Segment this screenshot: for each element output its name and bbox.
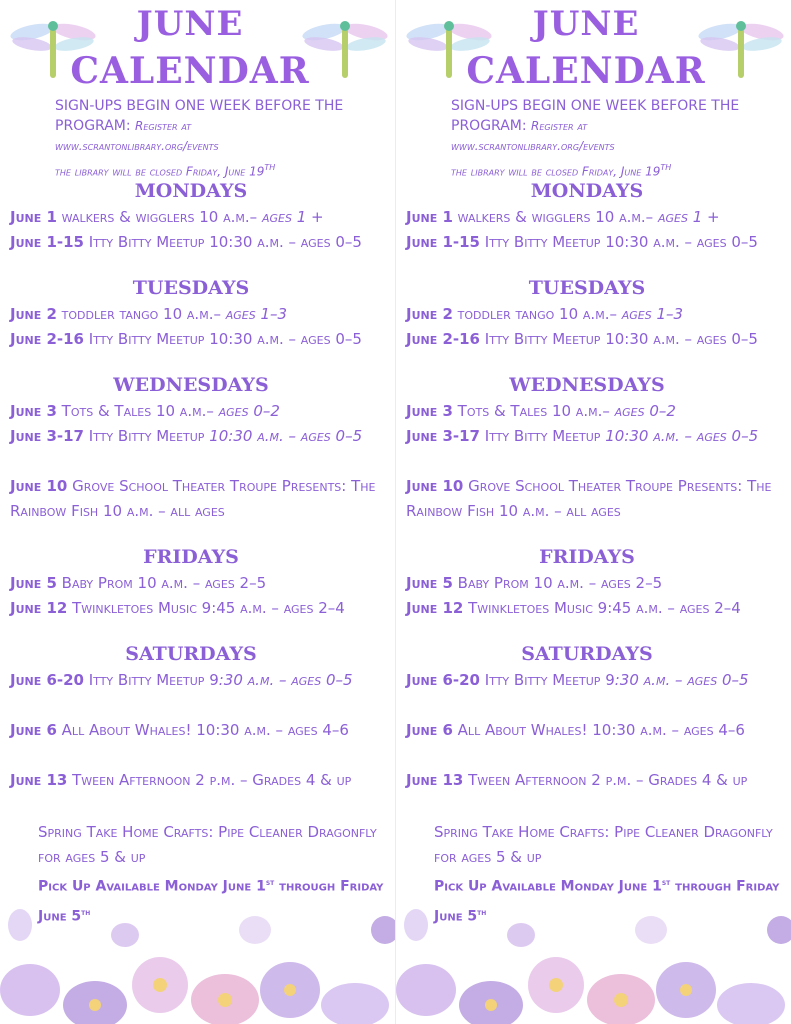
event-date: June 6-20 <box>406 671 480 689</box>
event-date: June 3 <box>10 402 57 420</box>
event-date: June 6-20 <box>10 671 84 689</box>
event-date: June 10 <box>10 477 68 495</box>
event-tail: ages 0–2 <box>218 402 280 420</box>
event-text: Itty Bitty Meetup <box>84 427 210 445</box>
event-text: Itty Bitty Meetup 9 <box>480 671 615 689</box>
heading-saturdays: SATURDAYS <box>521 643 653 665</box>
pickup-start: Pick Up Available Monday June 1 <box>38 878 266 895</box>
event-date: June 1 <box>406 208 453 226</box>
title-june: JUNE <box>532 4 640 44</box>
event-text: All About Whales! 10:30 a.m. – ages 4–6 <box>56 721 349 739</box>
event-date: June 2 <box>10 305 57 323</box>
event-text: walkers & wigglers 10 a.m.– <box>56 208 262 226</box>
event-tail: ages 1–3 <box>621 305 684 323</box>
event-text: walkers & wigglers 10 a.m.– <box>452 208 658 226</box>
craft-notice: Spring Take Home Crafts: Pipe Cleaner Dragonfly for ages 5 & up <box>434 823 773 866</box>
event-item <box>10 668 385 693</box>
event-item <box>10 230 385 255</box>
heading-fridays: FRIDAYS <box>539 546 635 568</box>
events-url[interactable]: www.scrantonlibrary.org/events <box>55 139 219 153</box>
event-text: Itty Bitty Meetup 10:30 a.m. – ages 0–5 <box>480 233 758 251</box>
pickup-end: through Friday June 5 <box>434 878 780 925</box>
signup-notice <box>451 96 771 182</box>
event-date: June 5 <box>406 574 453 592</box>
event-item <box>406 399 781 424</box>
event-item <box>406 205 781 230</box>
event-text: Itty Bitty Meetup 9 <box>84 671 219 689</box>
event-tail: :30 a.m. – ages 0–5 <box>218 671 353 689</box>
pickup-start-sup: st <box>661 878 671 888</box>
event-text: Itty Bitty Meetup 10:30 a.m. – ages 0–5 <box>84 330 362 348</box>
event-item <box>10 302 385 327</box>
event-date: June 5 <box>10 574 57 592</box>
event-date: June 2-16 <box>10 330 84 348</box>
title-june: JUNE <box>136 4 244 44</box>
event-date: June 1-15 <box>406 233 480 251</box>
event-item <box>10 327 385 352</box>
event-tail: ages 0–2 <box>614 402 676 420</box>
event-item <box>10 596 385 621</box>
event-date: June 13 <box>10 771 68 789</box>
event-text: toddler tango 10 a.m.– <box>452 305 622 323</box>
event-item <box>406 302 781 327</box>
heading-saturdays: SATURDAYS <box>125 643 257 665</box>
signup-text: SIGN-UPS BEGIN ONE WEEK BEFORE THE PROGRAM: <box>55 98 344 134</box>
pickup-start: Pick Up Available Monday June 1 <box>434 878 662 895</box>
event-date: June 12 <box>10 599 68 617</box>
event-text: Tots & Tales 10 a.m.– <box>56 402 219 420</box>
event-tail: ages 1 + <box>657 208 720 226</box>
heading-wednesdays: WEDNESDAYS <box>113 374 269 396</box>
event-date: June 3-17 <box>10 427 84 445</box>
floral-border-image <box>396 890 791 1024</box>
event-text: All About Whales! 10:30 a.m. – ages 4–6 <box>452 721 745 739</box>
event-tail: ages 1 + <box>261 208 324 226</box>
event-text: Baby Prom 10 a.m. – ages 2–5 <box>56 574 267 592</box>
event-date: June 2 <box>406 305 453 323</box>
heading-wednesdays: WEDNESDAYS <box>509 374 665 396</box>
signup-notice <box>55 96 375 182</box>
event-date: June 6 <box>406 721 453 739</box>
heading-tuesdays: TUESDAYS <box>528 277 646 299</box>
heading-fridays: FRIDAYS <box>143 546 239 568</box>
event-item <box>10 718 385 743</box>
event-date: June 3-17 <box>406 427 480 445</box>
event-date: June 10 <box>406 477 464 495</box>
event-item <box>10 424 385 449</box>
event-text: Itty Bitty Meetup 10:30 a.m. – ages 0–5 <box>480 330 758 348</box>
event-tail: 10:30 a.m. – ages 0–5 <box>605 427 759 445</box>
event-item <box>10 399 385 424</box>
event-text: Grove School Theater Troupe Presents: The Rainbow Fish 10 a.m. – all ages <box>10 477 376 520</box>
calendar-column-left <box>0 0 395 1024</box>
pickup-start-sup: st <box>265 878 275 888</box>
heading-mondays: MONDAYS <box>530 180 644 202</box>
event-text: Tween Afternoon 2 p.m. – Grades 4 & up <box>67 771 352 789</box>
event-text: Itty Bitty Meetup <box>480 427 606 445</box>
craft-notice: Spring Take Home Crafts: Pipe Cleaner Dragonfly for ages 5 & up <box>38 823 377 866</box>
pickup-end: through Friday June 5 <box>38 878 384 925</box>
event-tail: 10:30 a.m. – ages 0–5 <box>209 427 363 445</box>
event-item <box>406 474 781 524</box>
floral-border-image <box>0 890 395 1024</box>
register-text: Register at <box>135 119 192 133</box>
event-date: June 2-16 <box>406 330 480 348</box>
closed-notice-sup: th <box>660 159 672 173</box>
event-item <box>406 327 781 352</box>
event-item <box>406 718 781 743</box>
event-text: Twinkletoes Music 9:45 a.m. – ages 2–4 <box>463 599 741 617</box>
event-item <box>406 596 781 621</box>
heading-tuesdays: TUESDAYS <box>132 277 250 299</box>
event-item <box>10 571 385 596</box>
event-item <box>406 230 781 255</box>
events-url[interactable]: www.scrantonlibrary.org/events <box>451 139 615 153</box>
event-text: Itty Bitty Meetup 10:30 a.m. – ages 0–5 <box>84 233 362 251</box>
event-date: June 1-15 <box>10 233 84 251</box>
event-item <box>406 768 781 793</box>
title-calendar: CALENDAR <box>70 50 310 92</box>
closed-notice-sup: th <box>264 159 276 173</box>
event-tail: :30 a.m. – ages 0–5 <box>614 671 749 689</box>
pickup-end-sup: th <box>81 907 91 918</box>
event-text: Baby Prom 10 a.m. – ages 2–5 <box>452 574 663 592</box>
closed-notice: the library will be closed Friday, June 19 <box>451 164 661 179</box>
event-date: June 12 <box>406 599 464 617</box>
event-item <box>10 474 385 524</box>
register-text: Register at <box>531 119 588 133</box>
event-item <box>406 571 781 596</box>
event-date: June 3 <box>406 402 453 420</box>
event-text: Tween Afternoon 2 p.m. – Grades 4 & up <box>463 771 748 789</box>
event-date: June 13 <box>406 771 464 789</box>
event-text: Grove School Theater Troupe Presents: The Rainbow Fish 10 a.m. – all ages <box>406 477 772 520</box>
pickup-end-sup: th <box>477 907 487 918</box>
event-text: toddler tango 10 a.m.– <box>56 305 226 323</box>
event-item <box>10 205 385 230</box>
calendar-column-right <box>396 0 791 1024</box>
title-calendar: CALENDAR <box>466 50 706 92</box>
event-text: Twinkletoes Music 9:45 a.m. – ages 2–4 <box>67 599 345 617</box>
event-tail: ages 1–3 <box>225 305 288 323</box>
event-date: June 1 <box>10 208 57 226</box>
event-text: Tots & Tales 10 a.m.– <box>452 402 615 420</box>
event-item <box>406 424 781 449</box>
heading-mondays: MONDAYS <box>134 180 248 202</box>
closed-notice: the library will be closed Friday, June 19 <box>55 164 265 179</box>
event-item <box>10 768 385 793</box>
event-date: June 6 <box>10 721 57 739</box>
event-item <box>406 668 781 693</box>
signup-text: SIGN-UPS BEGIN ONE WEEK BEFORE THE PROGRAM: <box>451 98 740 134</box>
